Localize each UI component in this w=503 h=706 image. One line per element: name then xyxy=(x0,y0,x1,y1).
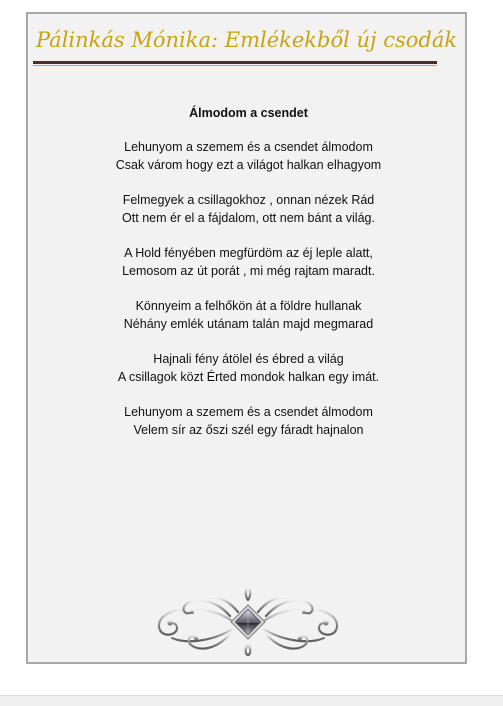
bottom-strip xyxy=(0,695,503,706)
poem-line: Lehunyom a szemem és a csendet álmodom xyxy=(124,405,373,419)
silver-scroll-ornament-icon xyxy=(150,586,346,656)
poem-line: Ott nem ér el a fájdalom, ott nem bánt a világ. xyxy=(122,211,375,225)
poem-line: A csillagok közt Érted mondok halkan egy imát. xyxy=(117,370,380,384)
stanza xyxy=(28,191,469,227)
poem-line: Lehunyom a szemem és a csendet álmodom xyxy=(124,140,373,154)
stanza xyxy=(28,297,469,333)
stanza xyxy=(28,244,469,280)
poem-line: A Hold fényében megfürdöm az éj leple alatt, xyxy=(124,246,373,260)
page-title: Pálinkás Mónika: Emlékekből új csodák xyxy=(36,28,458,52)
poem-line: Néhány emlék utánam talán majd megmarad xyxy=(123,317,374,331)
stanza xyxy=(28,403,469,439)
poem-line: Csak várom hogy ezt a világot halkan elhagyom xyxy=(115,158,382,172)
poem-title: Álmodom a csendet xyxy=(189,106,308,120)
header-rule-dark xyxy=(33,61,437,64)
stanza xyxy=(28,350,469,386)
stanza xyxy=(28,138,469,174)
poem-line: Felmegyek a csillagokhoz , onnan nézek Rád xyxy=(122,193,375,207)
header-rule-light xyxy=(33,65,437,66)
poem-line: Lemosom az út porát , mi még rajtam maradt. xyxy=(122,264,375,278)
poem xyxy=(28,104,469,456)
poem-line: Velem sír az őszi szél egy fáradt hajnalon xyxy=(133,423,364,437)
poem-line: Könnyeim a felhőkön át a földre hullanak xyxy=(135,299,362,313)
poem-line: Hajnali fény átölel és ébred a világ xyxy=(153,352,344,366)
